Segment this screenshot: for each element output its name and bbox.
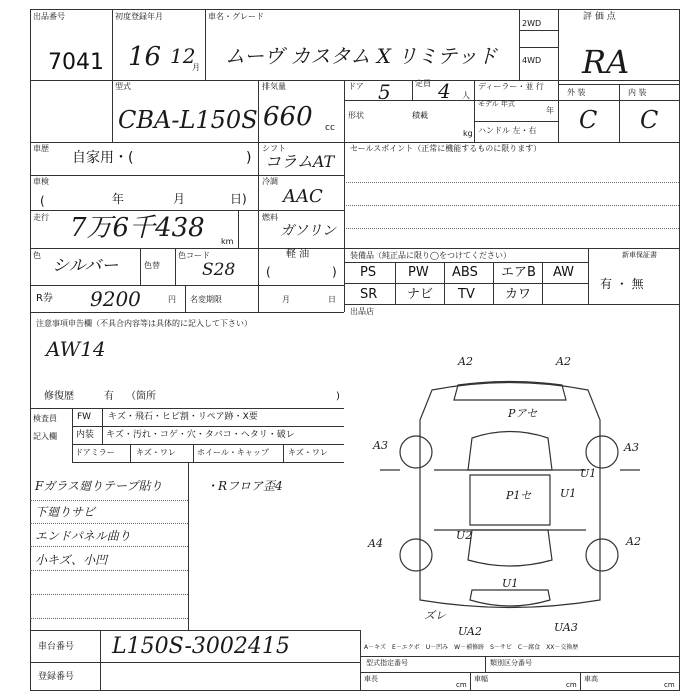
equip-aw: AW xyxy=(553,265,575,280)
sales-point-title: セールスポイント（正常に機能するものに限ります） xyxy=(350,144,542,153)
diesel-open: ( xyxy=(266,265,271,279)
ac-value: AAC xyxy=(283,186,323,207)
yen-unit: 円 xyxy=(168,295,176,304)
lot-number: 7041 xyxy=(48,50,104,75)
equip-navi: ナビ xyxy=(407,287,434,302)
remark-4: 小キズ、小凹 xyxy=(35,553,108,567)
equip-pw: PW xyxy=(408,265,429,280)
new-warranty-label: 新車保証書 xyxy=(622,251,657,259)
interior-row-label: 内装 xyxy=(76,430,95,440)
shift-label: シフト xyxy=(262,144,286,153)
interior-row-items: キズ・汚れ・コゲ・穴・タバコ・ヘタリ・破レ xyxy=(106,430,295,440)
km-unit: km xyxy=(221,237,234,246)
equip-airbag: エアB xyxy=(501,265,536,280)
model-year-label: モデル 年式 xyxy=(478,100,515,108)
model-label: 型式 xyxy=(115,82,131,91)
ac-label: 冷調 xyxy=(262,177,278,186)
handle-label: ハンドル 左・右 xyxy=(478,126,537,135)
width-label: 車幅 xyxy=(474,675,488,683)
classification-label: 類別区分番号 xyxy=(490,659,532,667)
history-close: ) xyxy=(246,150,252,166)
equip-ps: PS xyxy=(360,265,377,280)
mark-p-body: P1セ xyxy=(506,489,532,502)
color-change: 色替 xyxy=(144,261,160,270)
drive-2wd: 2WD xyxy=(522,19,542,28)
history-value: 自家用・( xyxy=(72,150,134,166)
color-code-label: 色コード xyxy=(178,251,210,260)
wheel-items: キズ・ワレ xyxy=(288,448,328,457)
inspector-label-2: 記入欄 xyxy=(33,432,57,441)
mark-u1-right: U1 xyxy=(560,487,577,500)
score-label: 評 価 点 xyxy=(583,12,616,22)
doors: 5 xyxy=(378,80,391,104)
diesel-label: 軽 油 xyxy=(286,249,310,260)
fuel-value: ガソリン xyxy=(280,223,336,239)
seller-note-label: 出品店 xyxy=(350,307,374,316)
mark-a2-front-left: A2 xyxy=(458,355,473,368)
chassis-number: L150S-3002415 xyxy=(112,634,290,659)
length-cm: cm xyxy=(456,681,467,689)
mark-ua3: UA3 xyxy=(554,621,578,634)
mileage-label: 走行 xyxy=(33,213,49,222)
door-label: ドア xyxy=(348,82,364,91)
remark-1: Fガラス廻りテープ貼り xyxy=(35,479,163,493)
capacity-unit: 人 xyxy=(462,91,470,100)
name-change-month: 月 xyxy=(282,295,290,304)
damage-legend: A－キズ E－エクボ U－凹み W－補修跡 S－サビ C－腐食 XX－交換歴 xyxy=(364,644,579,651)
inspection-year: 年 xyxy=(112,192,125,206)
mark-gap: ズレ xyxy=(424,609,446,622)
car-name: ムーヴ カスタム X リミテッド xyxy=(225,44,498,68)
fw-items: キズ・飛石・ヒビ割・リペア跡・X要 xyxy=(108,412,258,422)
mileage: 7万6千438 xyxy=(70,213,205,243)
remark-3: エンドパネル曲り xyxy=(35,529,131,543)
shift-value: コラムAT xyxy=(265,152,335,171)
repair-location: （箇所 xyxy=(126,391,156,402)
color-label: 色 xyxy=(33,251,41,260)
overall-score: RA xyxy=(582,43,630,81)
shape-label: 形状 xyxy=(348,111,364,120)
height-label: 車高 xyxy=(584,675,598,683)
exterior-label: 外 装 xyxy=(567,88,586,97)
lot-label: 出品番号 xyxy=(33,12,65,21)
interior-grade: C xyxy=(640,106,659,134)
name-change-day: 日 xyxy=(328,295,336,304)
kg-unit: kg xyxy=(463,129,473,138)
equip-tv: TV xyxy=(458,287,475,302)
registration-number-label: 登録番号 xyxy=(38,672,75,682)
registration-year: 16 xyxy=(128,42,162,72)
fw-label: FW xyxy=(77,412,92,422)
mark-a2-right-rear: A2 xyxy=(626,535,641,548)
notes-text: AW14 xyxy=(46,337,106,361)
mirror-items: キズ・ワレ xyxy=(136,448,176,457)
model-code: CBA-L150S xyxy=(118,106,258,134)
recycle-label: R券 xyxy=(36,293,53,304)
type-designation-label: 型式指定番号 xyxy=(366,659,408,667)
height-cm: cm xyxy=(664,681,675,689)
history-label: 車歴 xyxy=(33,144,49,153)
remark-5: ・Rフロア歪4 xyxy=(206,479,283,493)
inspection-month: 月 xyxy=(173,192,186,206)
fuel-label: 燃料 xyxy=(262,213,278,222)
registration-month: 12 xyxy=(170,44,196,68)
load-label: 積載 xyxy=(412,111,428,120)
registration-label: 初度登録年月 xyxy=(115,12,163,21)
equip-leather: カワ xyxy=(505,287,532,302)
equip-sr: SR xyxy=(360,287,378,302)
mark-u2: U2 xyxy=(456,529,473,542)
drive-4wd: 4WD xyxy=(522,56,542,65)
displacement-label: 排気量 xyxy=(262,82,286,91)
notes-label: 注意事項申告欄（不具合内容等は具体的に記入して下さい） xyxy=(36,319,252,328)
mark-a3-right: A3 xyxy=(624,441,639,454)
mark-u1-rear: U1 xyxy=(502,577,519,590)
displacement: 660 xyxy=(263,102,313,132)
inspection-label: 車検 xyxy=(33,177,49,186)
dealer-label: ディーラー・並 行 xyxy=(478,82,544,91)
mark-ua2: UA2 xyxy=(458,625,482,638)
wheel-label: ホイール・キャップ xyxy=(197,448,269,457)
recycle-amount: 9200 xyxy=(90,287,141,311)
car-name-label: 車名・グレード xyxy=(208,12,264,21)
repair-value: 有 xyxy=(104,391,114,402)
inspector-label-1: 検査員 xyxy=(33,414,57,423)
equip-abs: ABS xyxy=(452,265,478,280)
mark-p-roof: Pアセ xyxy=(508,407,538,420)
warranty-value: 有 ・ 無 xyxy=(600,277,644,291)
cc-unit: cc xyxy=(325,123,335,133)
equipment-title: 装備品（純正品に限り◯をつけてください） xyxy=(350,251,511,260)
year-mark: 年 xyxy=(546,106,554,115)
inspection-day: 日) xyxy=(230,192,247,206)
mark-a4-left: A4 xyxy=(368,537,383,550)
repair-label: 修復歴 xyxy=(44,391,74,402)
month-mark: 月 xyxy=(192,63,200,72)
color-code: S28 xyxy=(202,260,236,280)
mark-a3-left: A3 xyxy=(373,439,388,452)
name-change-label: 名変期限 xyxy=(190,295,222,304)
width-cm: cm xyxy=(566,681,577,689)
diesel-close: ) xyxy=(332,265,337,279)
interior-label: 内 装 xyxy=(628,88,647,97)
chassis-label: 車台番号 xyxy=(38,642,75,652)
repair-close: ) xyxy=(336,391,340,402)
mark-u1-side: U1 xyxy=(580,467,597,480)
color-value: シルバー xyxy=(52,256,119,276)
exterior-grade: C xyxy=(579,106,598,134)
capacity-label: 定員 xyxy=(415,79,431,88)
inspection-open: ( xyxy=(40,194,45,208)
mark-a2-front-right: A2 xyxy=(556,355,571,368)
remark-2: 下廻りサビ xyxy=(35,505,96,519)
length-label: 車長 xyxy=(364,675,378,683)
mirror-label: ドアミラー xyxy=(75,448,115,457)
capacity: 4 xyxy=(438,79,451,103)
